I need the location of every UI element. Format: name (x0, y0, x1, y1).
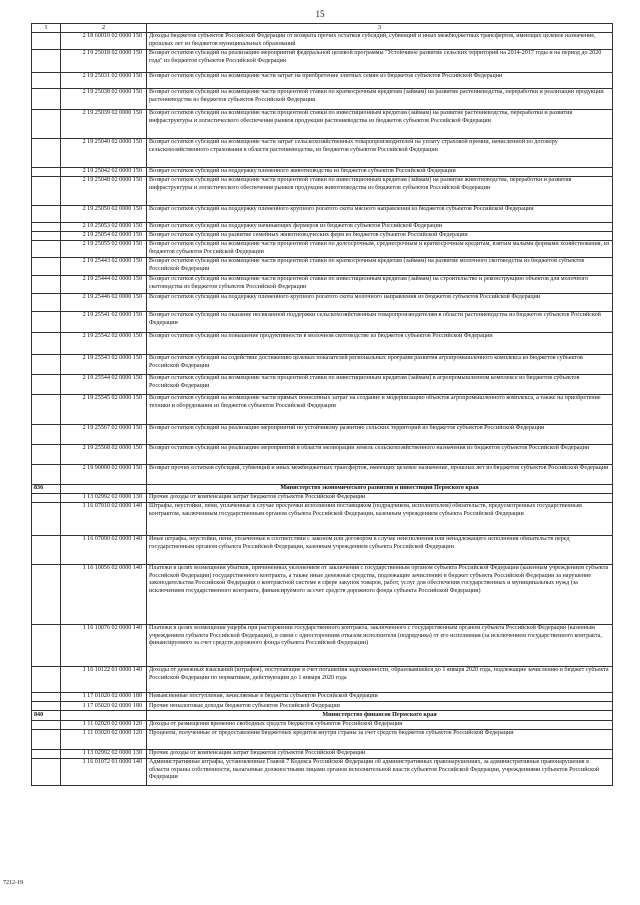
revenue-description: Административные штрафы, установленные Главой 7 Кодекса Российской Федерации об административных правонарушениях, за административные правонарушения в области охраны собственности, налагаемые должностными лицами органов исполнительной власти субъектов Российской Федерации, учреждениями субъектов Российской Федерации (147, 758, 613, 785)
table-row (32, 293, 613, 311)
empty-cell (32, 424, 61, 444)
table-row (32, 464, 613, 484)
empty-cell (32, 720, 61, 729)
budget-classification-code: 2 19 25541 02 0000 150 (61, 311, 147, 332)
revenue-description: Возврат остатков субсидий на возмещение части процентной ставки по краткосрочным кредитам (займам) на развитие молочного скотоводства из бюджетов субъектов Российской Федерации (147, 257, 613, 275)
administrator-name: Министерство финансов Пермского края (147, 711, 613, 720)
table-row (32, 222, 613, 231)
empty-cell (32, 167, 61, 176)
table-row (32, 702, 613, 711)
empty-cell (32, 222, 61, 231)
revenue-description: Прочие доходы от компенсации затрат бюджетов субъектов Российской Федерации (147, 749, 613, 758)
empty-cell (32, 354, 61, 374)
revenue-description: Штрафы, неустойки, пени, уплаченные в случае просрочки исполнения поставщиком (подрядчиком, исполнителем) обязательств, предусмотренных государственным контрактом, заключенным государственным органом субъекта Российской Федерации, казенным учреждением субъекта Российской Федерации (147, 503, 613, 536)
empty-cell (32, 241, 61, 258)
budget-classification-code: 2 19 25050 02 0000 150 (61, 205, 147, 222)
empty-cell (32, 332, 61, 354)
table-row (32, 275, 613, 293)
table-row (32, 354, 613, 374)
budget-classification-code: 1 11 03020 02 0000 120 (61, 729, 147, 749)
revenue-description: Прочие доходы от компенсации затрат бюджетов субъектов Российской Федерации (147, 493, 613, 502)
revenue-description: Возврат остатков субсидий на возмещение части процентной ставки по долгосрочным, среднесрочным и краткосрочным кредитам, взятым малыми формами хозяйствования, из бюджетов субъектов Российской Федерации (147, 241, 613, 258)
table-row (32, 167, 613, 176)
budget-classification-code: 2 19 25048 02 0000 150 (61, 176, 147, 205)
table-body (32, 24, 613, 786)
budget-classification-code: 2 19 25543 02 0000 150 (61, 354, 147, 374)
table-row (32, 749, 613, 758)
page-number: 15 (315, 9, 325, 19)
revenue-description: Возврат остатков субсидий на повышение продуктивности в молочном скотоводстве из бюджетов субъектов Российской Федерации (147, 332, 613, 354)
budget-classification-code: 2 19 25542 02 0000 150 (61, 332, 147, 354)
empty-cell (32, 176, 61, 205)
table-row (32, 311, 613, 332)
empty-cell (32, 49, 61, 72)
budget-classification-code: 2 19 25446 02 0000 150 (61, 293, 147, 311)
column-header-row (32, 24, 613, 33)
budget-classification-code: 1 16 01072 01 0000 140 (61, 758, 147, 785)
revenue-description: Невыясненные поступления, зачисляемые в бюджеты субъектов Российской Федерации (147, 693, 613, 702)
revenue-description: Возврат остатков субсидий на поддержку племенного крупного рогатого скота мясного направления из бюджетов субъектов Российской Федерации (147, 205, 613, 222)
empty-cell (32, 493, 61, 502)
empty-cell (32, 693, 61, 702)
budget-classification-code: 2 19 25053 02 0000 150 (61, 222, 147, 231)
table-row (32, 241, 613, 258)
table-row (32, 394, 613, 424)
table-row (32, 720, 613, 729)
empty-cell (32, 257, 61, 275)
empty-cell (32, 374, 61, 394)
revenue-description: Возврат остатков субсидий на реализацию мероприятий в области мелиорации земель сельскохозяйственного назначения из бюджетов субъектов Российской Федерации (147, 444, 613, 464)
budget-classification-code: 2 19 25444 02 0000 150 (61, 275, 147, 293)
revenue-description: Иные штрафы, неустойки, пени, уплаченные в соответствии с законом или договором в случае неисполнения или ненадлежащего исполнения обязательств перед государственным органом субъекта Российской Федерации, казенным учреждением субъекта Российской Федерации (147, 536, 613, 565)
table-row (32, 138, 613, 167)
budget-classification-code: 2 19 90000 02 0000 150 (61, 464, 147, 484)
budget-classification-code: 2 19 25568 02 0000 150 (61, 444, 147, 464)
revenue-classification-table (31, 23, 613, 786)
empty-cell (32, 394, 61, 424)
table-row (32, 332, 613, 354)
empty-cell (32, 444, 61, 464)
column-header-3: 3 (147, 24, 613, 33)
table-row (32, 33, 613, 50)
table-row (32, 424, 613, 444)
empty-cell (32, 293, 61, 311)
revenue-description: Возврат остатков субсидий на возмещение части затрат сельскохозяйственных товаропроизводителей на уплату страховой премии, начисленной по договору сельскохозяйственного страхования в области растениеводства, из бюджетов субъектов Российской Федерации (147, 138, 613, 167)
revenue-description: Платежи в целях возмещения убытков, причиненных уклонением от заключения с государственным органом субъекта Российской Федерации (казенным учреждением субъекта Российской Федерации) государственного контракта, а также иные денежные средства, подлежащие зачислению в бюджет субъекта Российской Федерации за нарушение законодательства Российской Федерации о контрактной системе в сфере закупок товаров, работ, услуг для обеспечения государственных и муниципальных нужд (за исключением государственного контракта, финансируемого за счет средств дорожного фонда субъекта Российской Федерации) (147, 565, 613, 625)
revenue-description: Возврат остатков субсидий на поддержку начинающих фермеров из бюджетов субъектов Российской Федерации (147, 222, 613, 231)
revenue-description: Возврат остатков субсидий на содействие достижению целевых показателей региональных программ развития агропромышленного комплекса из бюджетов субъектов Российской Федерации (147, 354, 613, 374)
revenue-description: Возврат остатков субсидий на поддержку племенного крупного рогатого скота молочного направления из бюджетов субъектов Российской Федерации (147, 293, 613, 311)
empty-cell (32, 667, 61, 693)
table-row (32, 758, 613, 785)
table-row (32, 231, 613, 240)
table-row (32, 374, 613, 394)
budget-classification-code: 1 13 02992 02 0000 130 (61, 493, 147, 502)
table-row (32, 444, 613, 464)
revenue-description: Доходы бюджетов субъектов Российской Федерации от возврата прочих остатков субсидий, субвенций и иных межбюджетных трансфертов, имеющих целевое назначение, прошлых лет из бюджетов муниципальных образований (147, 33, 613, 50)
budget-classification-code: 2 19 25544 02 0000 150 (61, 374, 147, 394)
budget-classification-code: 2 19 25054 02 0000 150 (61, 231, 147, 240)
revenue-description: Возврат остатков субсидий на поддержку племенного животноводства из бюджетов субъектов Российской Федерации (147, 167, 613, 176)
empty-cell (32, 536, 61, 565)
revenue-description: Возврат остатков субсидий на возмещение части процентной ставки по инвестиционным кредитам (займам) в агропромышленном комплексе из бюджетов субъектов Российской Федерации (147, 374, 613, 394)
empty-cell (32, 275, 61, 293)
revenue-description: Возврат остатков субсидий на возмещение части процентной ставки по инвестиционным кредитам (займам) на развитие животноводства, переработки и развития инфраструктуры и логистического обеспечения рынков продукции животноводства из бюджетов субъектов Российской Федерации (147, 176, 613, 205)
table-row (32, 493, 613, 502)
budget-classification-code: 1 16 10122 01 0000 140 (61, 667, 147, 693)
budget-classification-code: 2 19 25038 02 0000 150 (61, 88, 147, 109)
table-row (32, 49, 613, 72)
budget-classification-code: 2 19 25545 02 0000 150 (61, 394, 147, 424)
table-row (32, 625, 613, 667)
administrator-name: Министерство экономического развития и инвестиций Пермского края (147, 484, 613, 493)
empty-cell (32, 702, 61, 711)
table-row (32, 176, 613, 205)
revenue-description: Возврат остатков субсидий на возмещение части процентной ставки по инвестиционным кредитам (займам) на строительство и реконструкцию объектов для молочного скотоводства из бюджетов субъектов Российской Федерации (147, 275, 613, 293)
revenue-description: Возврат остатков субсидий на оказание несвязанной поддержки сельскохозяйственным товаропроизводителям в области растениеводства из бюджетов субъектов Российской Федерации (147, 311, 613, 332)
table-row (32, 565, 613, 625)
table-row (32, 693, 613, 702)
empty-cell (32, 503, 61, 536)
budget-classification-code: 2 19 25055 02 0000 150 (61, 241, 147, 258)
empty-cell (32, 311, 61, 332)
empty-cell (32, 72, 61, 88)
budget-classification-code: 2 19 25039 02 0000 150 (61, 109, 147, 138)
table-row (32, 257, 613, 275)
admin-code: 836 (32, 484, 61, 493)
budget-classification-code: 1 17 01020 02 0000 180 (61, 693, 147, 702)
revenue-description: Возврат остатков субсидий на возмещение части процентной ставки по инвестиционным кредитам (займам) на развитие растениеводства, переработки и развития инфраструктуры и логистического обеспечения рынков продукции растениеводства из бюджетов субъектов Российской Федерации (147, 109, 613, 138)
revenue-description: Прочие неналоговые доходы бюджетов субъектов Российской Федерации (147, 702, 613, 711)
empty-cell (32, 565, 61, 625)
budget-classification-code: 2 19 25567 02 0000 150 (61, 424, 147, 444)
empty-cell (32, 109, 61, 138)
empty-cell (32, 205, 61, 222)
admin-code: 840 (32, 711, 61, 720)
budget-classification-code: 2 18 60010 02 0000 150 (61, 33, 147, 50)
column-header-2: 2 (61, 24, 147, 33)
footer-code: 7212-19 (3, 880, 23, 886)
table-row (32, 205, 613, 222)
empty-cell (32, 758, 61, 785)
budget-classification-code: 2 19 25018 02 0000 150 (61, 49, 147, 72)
empty-cell (32, 625, 61, 667)
table-row (32, 88, 613, 109)
revenue-description: Возврат прочих остатков субсидий, субвенций и иных межбюджетных трансфертов, имеющих целевое назначение, прошлых лет из бюджетов субъектов Российской Федерации (147, 464, 613, 484)
table-row (32, 109, 613, 138)
budget-classification-code: 1 16 10076 02 0000 140 (61, 625, 147, 667)
budget-classification-code: 1 16 07090 02 0000 140 (61, 536, 147, 565)
empty-cell (32, 464, 61, 484)
empty-cell (32, 138, 61, 167)
section-header-row (32, 484, 613, 493)
table-row (32, 503, 613, 536)
empty-cell (61, 484, 147, 493)
column-header-1: 1 (32, 24, 61, 33)
budget-classification-code: 2 19 25040 02 0000 150 (61, 138, 147, 167)
empty-cell (32, 749, 61, 758)
empty-cell (32, 88, 61, 109)
revenue-description: Возврат остатков субсидий на развитие семейных животноводческих ферм из бюджетов субъектов Российской Федерации (147, 231, 613, 240)
revenue-description: Проценты, полученные от предоставления бюджетных кредитов внутри страны за счет средств бюджетов субъектов Российской Федерации (147, 729, 613, 749)
revenue-description: Доходы от денежных взысканий (штрафов), поступающие в счет погашения задолженности, образовавшейся до 1 января 2020 года, подлежащие зачислению в бюджет субъекта Российской Федерации по нормативам, действующим до 1 января 2020 года (147, 667, 613, 693)
budget-classification-code: 1 16 07010 02 0000 140 (61, 503, 147, 536)
section-header-row (32, 711, 613, 720)
table-row (32, 72, 613, 88)
table-row (32, 536, 613, 565)
budget-classification-code: 1 13 02992 02 0000 130 (61, 749, 147, 758)
empty-cell (32, 729, 61, 749)
revenue-description: Доходы от размещения временно свободных средств бюджетов субъектов Российской Федерации (147, 720, 613, 729)
budget-classification-code: 1 17 05020 02 0000 180 (61, 702, 147, 711)
revenue-description: Возврат остатков субсидий на реализацию мероприятий по устойчивому развитию сельских территорий из бюджетов субъектов Российской Федерации (147, 424, 613, 444)
table-row (32, 729, 613, 749)
revenue-description: Возврат остатков субсидий на возмещение части процентной ставки по краткосрочным кредитам (займам) на развитие растениеводства, переработки и реализации продукции растениеводства из бюджетов субъектов Российской Федерации (147, 88, 613, 109)
revenue-description: Платежи в целях возмещения ущерба при расторжении государственного контракта, заключенного с государственным органом субъекта Российской Федерации (казенным учреждением субъекта Российской Федерации), в связи с односторонним отказом исполнителя (подрядчика) от его исполнения (за исключением государственного контракта, финансируемого за счет средств дорожного фонда субъекта Российской Федерации) (147, 625, 613, 667)
revenue-description: Возврат остатков субсидий на возмещение части прямых понесенных затрат на создание и модернизацию объектов агропромышленного комплекса, а также на приобретение техники и оборудования из бюджетов субъектов Российской Федерации (147, 394, 613, 424)
empty-cell (32, 33, 61, 50)
budget-classification-code: 1 16 10056 02 0000 140 (61, 565, 147, 625)
empty-cell (61, 711, 147, 720)
budget-classification-code: 2 19 25443 02 0000 150 (61, 257, 147, 275)
table-row (32, 667, 613, 693)
budget-classification-code: 2 19 25031 02 0000 150 (61, 72, 147, 88)
budget-classification-code: 2 19 25042 02 0000 150 (61, 167, 147, 176)
budget-classification-code: 1 11 02020 02 0000 120 (61, 720, 147, 729)
empty-cell (32, 231, 61, 240)
revenue-description: Возврат остатков субсидий на возмещение части затрат на приобретение элитных семян из бюджетов субъектов Российской Федерации (147, 72, 613, 88)
revenue-description: Возврат остатков субсидий на реализацию мероприятий федеральной целевой программы "Устойчивое развитие сельских территорий на 2014-2017 годы и на период до 2020 года" из бюджетов субъектов Российской Федерации (147, 49, 613, 72)
